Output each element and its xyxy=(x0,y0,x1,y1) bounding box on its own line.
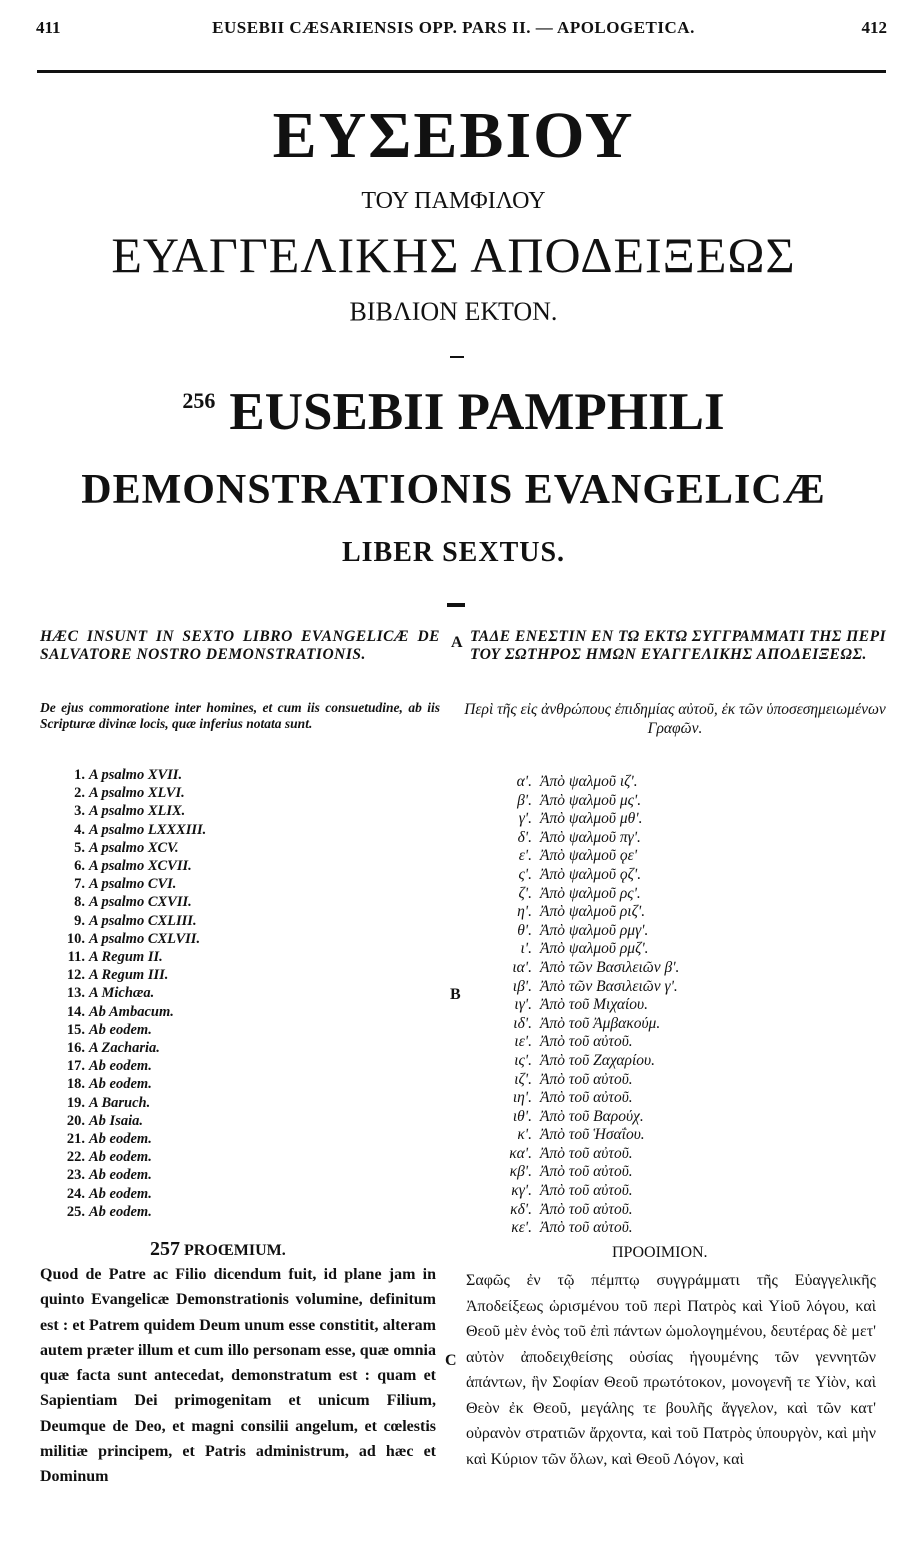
latin-list-item xyxy=(60,948,206,966)
greek-book-title: ΒΙΒΛΙΟΝ ΕΚΤΟΝ. xyxy=(349,297,558,326)
latin-item-text: A Baruch. xyxy=(89,1094,151,1111)
latin-item-text: A psalmo CXVII. xyxy=(89,894,192,911)
greek-item-number: γʹ. xyxy=(518,810,532,828)
latin-item-number: 11. xyxy=(67,949,85,966)
greek-item-number: ιθʹ. xyxy=(512,1107,532,1125)
latin-item-number: 7. xyxy=(74,876,85,893)
latin-proem-heading xyxy=(150,1238,286,1261)
greek-list-item xyxy=(490,1182,679,1201)
greek-item-text: Ἀπὸ τοῦ αὐτοῦ. xyxy=(540,1163,633,1181)
greek-item-number: ιζʹ. xyxy=(514,1070,532,1088)
greek-item-number: κβʹ. xyxy=(509,1163,532,1181)
latin-item-number: 25. xyxy=(66,1203,85,1220)
greek-item-text: Ἀπὸ τῶν Βασιλειῶν βʹ. xyxy=(540,958,680,976)
latin-work-title: DEMONSTRATIONIS EVANGELICÆ xyxy=(81,467,826,513)
latin-item-text: A psalmo XLIX. xyxy=(89,803,186,820)
latin-list-item xyxy=(60,966,206,984)
latin-item-text: A Zacharia. xyxy=(89,1040,160,1057)
latin-list-item xyxy=(60,1075,206,1093)
latin-list-item xyxy=(60,1148,206,1166)
greek-item-number: ζʹ. xyxy=(518,884,532,902)
greek-item-text: Ἀπὸ ψαλμοῦ μςʹ. xyxy=(540,791,642,809)
greek-item-number: ιʹ. xyxy=(520,940,532,958)
greek-list-item xyxy=(490,773,679,792)
title-divider xyxy=(450,356,464,358)
latin-list-item xyxy=(60,893,206,911)
latin-item-text: A psalmo LXXXIII. xyxy=(89,821,207,838)
header-rule xyxy=(37,70,886,73)
greek-item-number: δʹ. xyxy=(517,828,532,846)
latin-list-item xyxy=(60,1130,206,1148)
greek-item-number: κδʹ. xyxy=(510,1200,532,1218)
greek-item-number: καʹ. xyxy=(509,1144,532,1162)
greek-list-item xyxy=(490,1163,679,1182)
greek-list-item xyxy=(490,922,679,941)
greek-item-number: εʹ. xyxy=(518,847,532,865)
greek-item-number: ηʹ. xyxy=(517,903,532,921)
latin-item-number: 12. xyxy=(66,967,85,984)
greek-list-item xyxy=(490,903,679,922)
greek-author-title: ΕΥΣΕΒΙΟΥ xyxy=(272,99,635,172)
greek-item-number: αʹ. xyxy=(516,773,532,790)
latin-item-number: 23. xyxy=(66,1167,85,1184)
greek-item-text: Ἀπὸ τοῦ αὐτοῦ. xyxy=(540,1144,633,1162)
latin-proem-title: PROŒMIUM. xyxy=(184,1242,286,1259)
greek-work-title: ΕΥΑΓΓΕΛΙΚΗΣ ΑΠΟΔΕΙΞΕΩΣ xyxy=(111,227,796,283)
latin-item-number: 19. xyxy=(66,1094,85,1111)
latin-item-text: Ab eodem. xyxy=(89,1167,152,1184)
latin-item-text: Ab eodem. xyxy=(89,1076,152,1093)
greek-item-text: Ἀπὸ ψαλμοῦ πγʹ. xyxy=(540,828,641,846)
proem-column-number: 257 xyxy=(150,1238,180,1260)
greek-item-number: κεʹ. xyxy=(511,1219,532,1237)
greek-item-text: Ἀπὸ τοῦ αὐτοῦ. xyxy=(540,1070,633,1088)
latin-item-text: A psalmo CVI. xyxy=(89,876,177,893)
latin-list-item xyxy=(60,1003,206,1021)
latin-list-item xyxy=(60,784,206,802)
latin-author-text: EUSEBII PAMPHILI xyxy=(229,383,725,441)
running-head xyxy=(0,18,907,48)
latin-item-text: A Regum III. xyxy=(89,967,169,984)
greek-list-item xyxy=(490,1015,679,1034)
greek-item-text: Ἀπὸ τοῦ αὐτοῦ. xyxy=(540,1219,633,1237)
greek-item-text: Ἀπὸ τοῦ αὐτοῦ. xyxy=(540,1089,633,1107)
greek-item-number: ιδʹ. xyxy=(513,1014,532,1032)
latin-item-text: Ab eodem. xyxy=(89,1203,152,1220)
latin-item-text: A psalmo XVII. xyxy=(89,767,183,783)
greek-epithet: ΤΟΥ ΠΑΜΦΙΛΟΥ xyxy=(361,188,546,214)
latin-item-text: A psalmo CXLVII. xyxy=(89,930,201,947)
latin-item-number: 18. xyxy=(66,1076,85,1093)
greek-list-item xyxy=(490,1071,679,1090)
latin-list-item xyxy=(60,1203,206,1221)
latin-item-number: 17. xyxy=(66,1058,85,1075)
latin-list-item xyxy=(60,821,206,839)
latin-contents-heading: HÆC INSUNT IN SEXTO LIBRO EVANGELICÆ DE SALVATORE NOSTRO DEMONSTRATIONIS. xyxy=(40,628,440,663)
margin-letter-b: B xyxy=(450,986,461,1003)
latin-item-number: 6. xyxy=(74,858,85,875)
latin-item-number: 21. xyxy=(66,1131,85,1148)
greek-item-text: Ἀπὸ ψαλμοῦ ρμγʹ. xyxy=(540,921,649,939)
greek-list-item xyxy=(490,978,679,997)
greek-item-text: Ἀπὸ τοῦ Ἀμβακούμ. xyxy=(540,1014,661,1032)
latin-item-text: A Michæa. xyxy=(89,985,155,1002)
greek-list-item xyxy=(490,866,679,885)
latin-list-item xyxy=(60,875,206,893)
greek-list-item xyxy=(490,847,679,866)
latin-author-title xyxy=(0,382,907,442)
latin-item-number: 13. xyxy=(66,985,85,1002)
margin-letter-c: C xyxy=(445,1352,457,1369)
greek-list-item xyxy=(490,1201,679,1220)
greek-item-text: Ἀπὸ τῶν Βασιλειῶν γʹ. xyxy=(540,977,678,995)
greek-contents-heading: ΤΑΔΕ ΕΝΕΣΤΙΝ ΕΝ ΤΩ ΕΚΤΩ ΣΥΓΓΡΑΜΜΑΤΙ ΤΗΣ ΠΕΡΙ ΤΟΥ ΣΩΤΗΡΟΣ ΗΜΩΝ ΕΥΑΓΓΕΛΙΚΗΣ ΑΠΟΔΕΙΞΕΩΣ. xyxy=(470,628,887,663)
greek-item-number: κγʹ. xyxy=(511,1182,532,1200)
latin-item-text: Ab eodem. xyxy=(89,1058,152,1075)
greek-item-number: θʹ. xyxy=(517,921,532,939)
latin-contents-subheading: De ejus commoratione inter homines, et cum iis consuetudine, ab iis Scripturæ divinæ locis, quæ inferius notata sunt. xyxy=(40,700,440,731)
greek-item-text: Ἀπὸ ψαλμοῦ ριζʹ. xyxy=(540,903,646,921)
greek-item-text: Ἀπὸ τοῦ αὐτοῦ. xyxy=(540,1033,633,1051)
latin-item-number: 2. xyxy=(74,785,85,802)
latin-item-number: 1. xyxy=(74,767,85,783)
latin-item-text: Ab eodem. xyxy=(89,1149,152,1166)
latin-item-number: 4. xyxy=(74,821,85,838)
latin-list-item xyxy=(60,1094,206,1112)
greek-list-item xyxy=(490,829,679,848)
latin-item-text: Ab eodem. xyxy=(89,1131,152,1148)
greek-item-number: ιεʹ. xyxy=(514,1033,532,1051)
latin-item-text: A psalmo CXLIII. xyxy=(89,912,197,929)
greek-list-item xyxy=(490,1145,679,1164)
greek-list-item xyxy=(490,1052,679,1071)
greek-item-number: βʹ. xyxy=(517,791,532,809)
latin-item-number: 24. xyxy=(66,1185,85,1202)
greek-item-text: Ἀπὸ τοῦ αὐτοῦ. xyxy=(540,1200,633,1218)
greek-item-number: ιςʹ. xyxy=(514,1051,532,1069)
greek-item-text: Ἀπὸ τοῦ Ἡσαΐου. xyxy=(540,1126,645,1144)
latin-item-number: 15. xyxy=(66,1021,85,1038)
latin-list-item xyxy=(60,839,206,857)
greek-item-text: Ἀπὸ τοῦ Βαρούχ. xyxy=(540,1107,644,1125)
latin-list-item xyxy=(60,802,206,820)
latin-book-title: LIBER SEXTUS. xyxy=(341,537,566,568)
greek-list-item xyxy=(490,885,679,904)
greek-list-item xyxy=(490,1219,679,1238)
running-title: EUSEBII CÆSARIENSIS OPP. PARS II. — APOLOGETICA. xyxy=(212,18,695,37)
latin-item-number: 8. xyxy=(74,894,85,911)
latin-list-item xyxy=(60,984,206,1002)
greek-contents-subheading: Περὶ τῆς εἰς ἀνθρώπους ἐπιδημίας αὐτοῦ, ἐκ τῶν ὑποσεσημειωμένων Γραφῶν. xyxy=(464,701,886,737)
greek-item-text: Ἀπὸ τοῦ αὐτοῦ. xyxy=(540,1182,633,1200)
greek-list-item xyxy=(490,940,679,959)
greek-item-number: ςʹ. xyxy=(518,865,532,883)
latin-item-text: A psalmo XCV. xyxy=(89,839,179,856)
latin-item-number: 22. xyxy=(66,1149,85,1166)
greek-proem-body: Σαφῶς ἐν τῷ πέμπτῳ συγγράμματι τῆς Εὐαγγελικῆς Ἀποδείξεως ὡρισμένου τοῦ περὶ Πατρὸς καὶ Υἱοῦ λόγου, καὶ Θεοῦ μὲν ἑνὸς τοῦ ἐπὶ πάντων ὡμολογημένου, δευτέρας δὲ μετ' αὐτὸν ἀποδειχθείσης οὐσίας ἡγουμένης τῶν γεννητῶν ἁπάντων, ἣν Σοφίαν Θεοῦ πρωτότοκον, μονογενῆ τε Υἱὸν, καὶ Θεὸν ἐκ Θεοῦ, μεγάλης τε βουλῆς ἄγγελον, καὶ τῶν κατ' οὐρανὸν στρατιῶν ἄρχοντα, καὶ τοῦ Πατρὸς ὑπουργὸν, καὶ μὴν καὶ Κύριον τῶν ὅλων, καὶ Θεοῦ Λόγον, καὶ xyxy=(466,1272,876,1468)
greek-item-number: ιαʹ. xyxy=(512,958,532,976)
latin-list-item xyxy=(60,1039,206,1057)
latin-item-number: 20. xyxy=(66,1112,85,1129)
greek-item-number: κʹ. xyxy=(517,1126,532,1144)
greek-contents-list xyxy=(490,773,679,1238)
greek-item-text: Ἀπὸ ψαλμοῦ μθʹ. xyxy=(540,810,643,828)
greek-list-item xyxy=(490,1108,679,1127)
latin-list-item xyxy=(60,857,206,875)
latin-list-item xyxy=(60,766,206,784)
greek-item-text: Ἀπὸ ψαλμοῦ ρςʹ. xyxy=(540,884,641,902)
greek-item-text: Ἀπὸ τοῦ Μιχαίου. xyxy=(540,996,649,1014)
latin-proem-body: Quod de Patre ac Filio dicendum fuit, id plane jam in quinto Evangelicæ Demonstrationis volumine, definitum est : et Patrem quidem Deum unum esse constitit, alteram autem præter illum et cum illo personam esse, quæ omnia quæ facta sunt antecedat, demonstratum est : quam et Sapientiam Dei primogenitam et unicum Filium, Deumque de Deo, et magni consilii angelum, et cœlestis militiæ principem, et Patris administrum, ad hæc et Dominum xyxy=(40,1266,436,1486)
latin-contents-list xyxy=(60,766,206,1221)
page-number-left: 411 xyxy=(36,18,61,37)
latin-list-item xyxy=(60,912,206,930)
latin-item-number: 3. xyxy=(74,803,85,820)
latin-item-text: Ab eodem. xyxy=(89,1021,152,1038)
column-number: 256 xyxy=(182,388,216,413)
greek-item-text: Ἀπὸ τοῦ Ζαχαρίου. xyxy=(540,1051,656,1069)
greek-list-item xyxy=(490,1126,679,1145)
latin-item-text: Ab eodem. xyxy=(89,1185,152,1202)
greek-item-number: ιβʹ. xyxy=(512,977,532,995)
latin-item-number: 5. xyxy=(74,839,85,856)
latin-list-item xyxy=(60,930,206,948)
margin-letter-a: A xyxy=(451,634,463,651)
greek-item-number: ιγʹ. xyxy=(514,996,532,1014)
greek-list-item xyxy=(490,959,679,978)
latin-list-item xyxy=(60,1166,206,1184)
greek-list-item xyxy=(490,792,679,811)
latin-item-number: 16. xyxy=(66,1040,85,1057)
latin-item-number: 14. xyxy=(66,1003,85,1020)
latin-list-item xyxy=(60,1185,206,1203)
latin-item-text: Ab Isaia. xyxy=(89,1112,143,1129)
greek-list-item xyxy=(490,1089,679,1108)
latin-item-text: A Regum II. xyxy=(89,949,163,966)
page-number-right: 412 xyxy=(861,18,887,37)
latin-item-text: Ab Ambacum. xyxy=(89,1003,174,1020)
greek-item-text: Ἀπὸ ψαλμοῦ ρμζʹ. xyxy=(540,940,649,958)
greek-item-text: Ἀπὸ ψαλμοῦ ϙεʹ xyxy=(540,847,638,865)
greek-proem-title: ΠΡΟΟΙΜΙΟΝ. xyxy=(612,1244,708,1261)
latin-list-item xyxy=(60,1021,206,1039)
greek-item-number: ιηʹ. xyxy=(512,1089,532,1107)
greek-list-item xyxy=(490,996,679,1015)
latin-item-text: A psalmo XCVII. xyxy=(89,858,192,875)
greek-item-text: Ἀπὸ ψαλμοῦ ιζʹ. xyxy=(540,773,638,790)
section-divider xyxy=(447,603,465,607)
greek-list-item xyxy=(490,810,679,829)
latin-list-item xyxy=(60,1112,206,1130)
greek-item-text: Ἀπὸ ψαλμοῦ ϙζʹ. xyxy=(540,865,642,883)
latin-item-number: 10. xyxy=(66,930,85,947)
latin-list-item xyxy=(60,1057,206,1075)
latin-item-text: A psalmo XLVI. xyxy=(89,785,185,802)
greek-list-item xyxy=(490,1033,679,1052)
latin-item-number: 9. xyxy=(74,912,85,929)
